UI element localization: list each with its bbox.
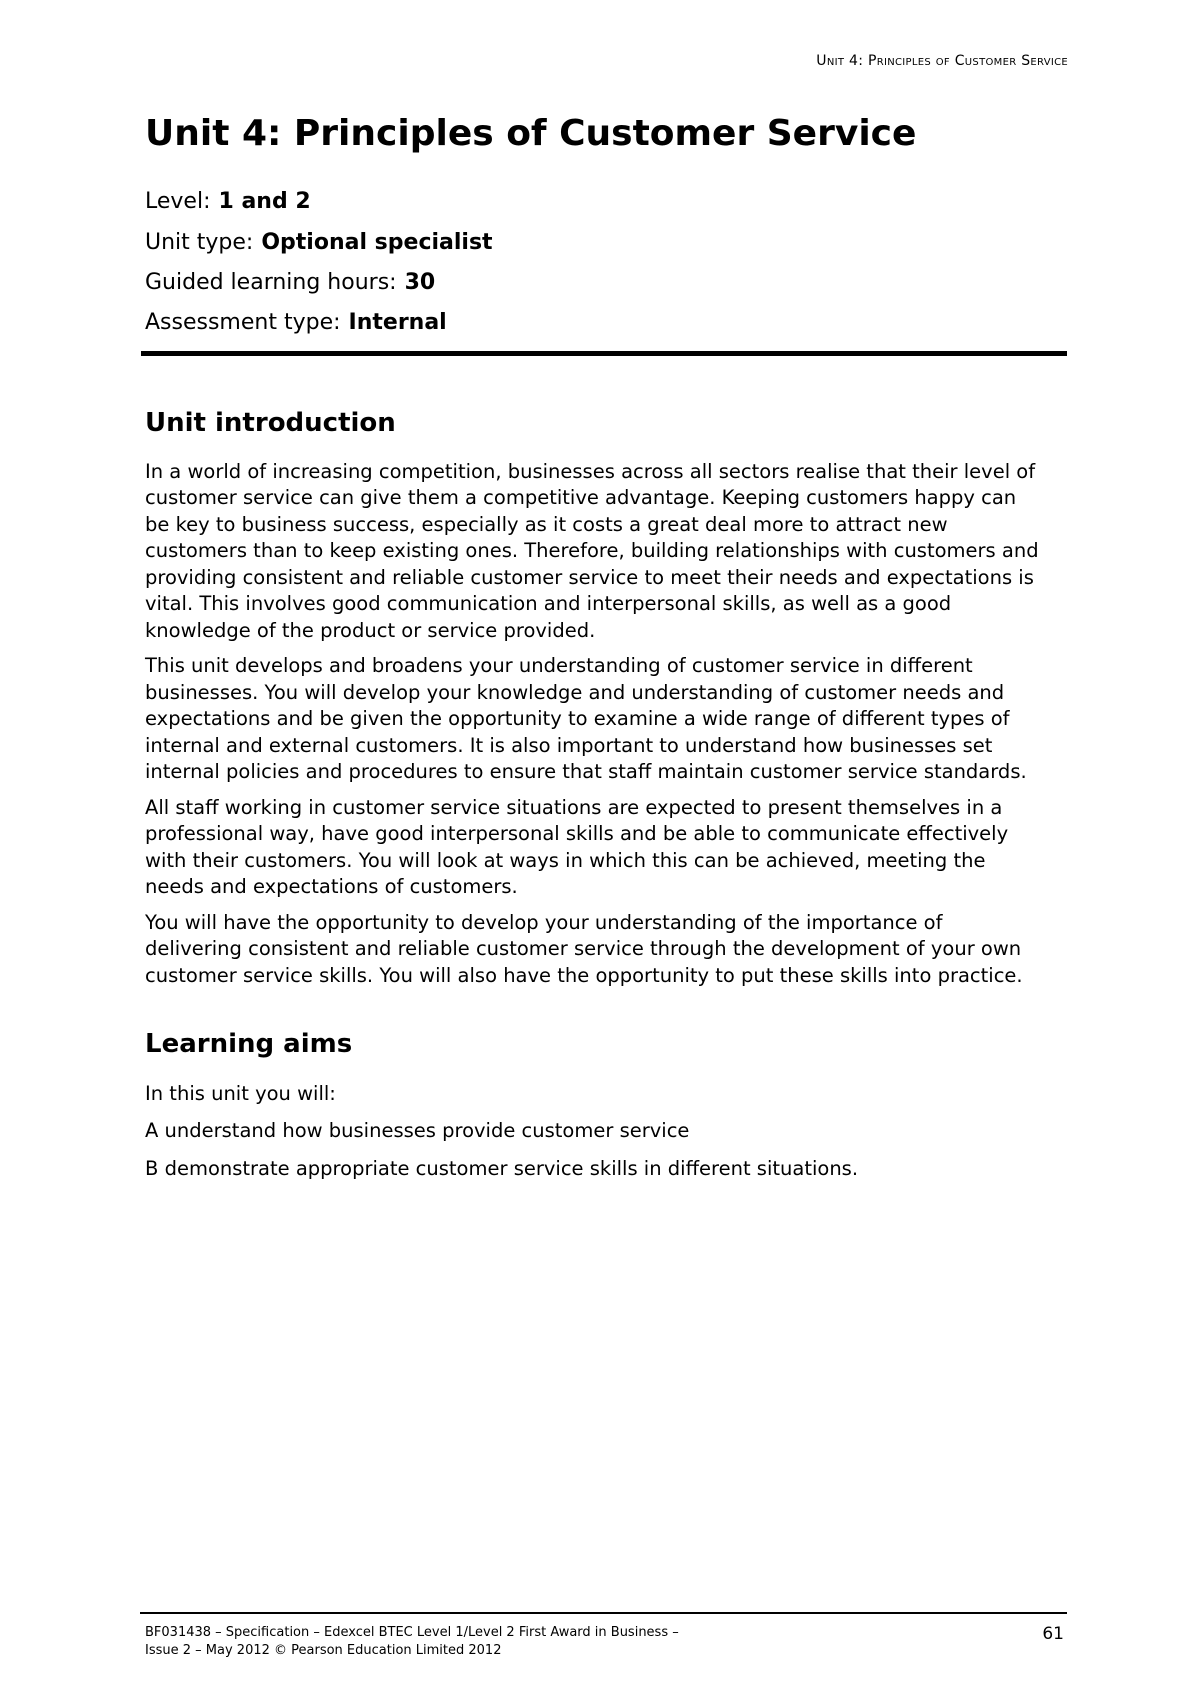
meta-label: Assessment type:: [145, 310, 341, 336]
meta-label: Level:: [145, 189, 211, 215]
meta-label: Guided learning hours:: [145, 269, 397, 295]
meta-label: Unit type:: [145, 229, 254, 255]
meta-guided-hours: [145, 270, 1065, 296]
footer-divider: [140, 1612, 1067, 1614]
intro-paragraph: All staff working in customer service situations are expected to present themselves in a professional way, have good interpersonal skills and be able to communicate effectively with their customers. You will look at ways in which this can be achieved, meeting the needs and expectations of customers.: [145, 795, 1009, 899]
meta-value: 30: [404, 269, 436, 295]
learning-aim-item: B demonstrate appropriate customer service skills in different situations.: [145, 1156, 859, 1180]
meta-assessment-type: [145, 310, 1065, 336]
page-title: Unit 4: Principles of Customer Service: [145, 113, 917, 154]
page-content: [145, 112, 1065, 1193]
section-heading-introduction: Unit introduction: [145, 407, 396, 438]
footer-line: Issue 2 – May 2012 © Pearson Education Limited 2012: [145, 1643, 502, 1658]
footer-line: BF031438 – Specification – Edexcel BTEC Level 1/Level 2 First Award in Business –: [145, 1625, 679, 1640]
meta-value: Internal: [348, 310, 447, 336]
meta-value: 1 and 2: [218, 189, 311, 215]
page-number: 61: [1042, 1624, 1064, 1644]
running-header: Unit 4: Principles of Customer Service: [816, 53, 1068, 69]
learning-aim-item: A understand how businesses provide customer service: [145, 1119, 690, 1143]
section-heading-learning-aims: Learning aims: [145, 1029, 353, 1060]
intro-paragraph: You will have the opportunity to develop your understanding of the importance of delivering consistent and reliable customer service through the development of your own customer service skills. You will also have the opportunity to put these skills into practice.: [145, 910, 1023, 987]
learning-aims-intro: In this unit you will:: [145, 1081, 336, 1105]
meta-unit-type: [145, 230, 1065, 256]
footer-citation: [145, 1624, 845, 1660]
section-divider: [141, 351, 1067, 356]
meta-value: Optional specialist: [261, 229, 493, 255]
meta-level: [145, 189, 1065, 215]
intro-paragraph: This unit develops and broadens your understanding of customer service in different businesses. You will develop your knowledge and understanding of customer needs and expectations and be given the opportunity to examine a wide range of different types of internal and external customers. It is also important to understand how businesses set internal policies and procedures to ensure that staff maintain customer service standards.: [145, 654, 1027, 784]
intro-paragraph: In a world of increasing competition, businesses across all sectors realise that their level of customer service can give them a competitive advantage. Keeping customers happy can be key to business success, especially as it costs a great deal more to attract new customers than to keep existing ones. Therefore, building relationships with customers and providing consistent and reliable customer service to meet their needs and expectations is vital. This involves good communication and interpersonal skills, as well as a good knowledge of the product or service provided.: [145, 459, 1039, 642]
unit-meta: [145, 189, 1065, 337]
